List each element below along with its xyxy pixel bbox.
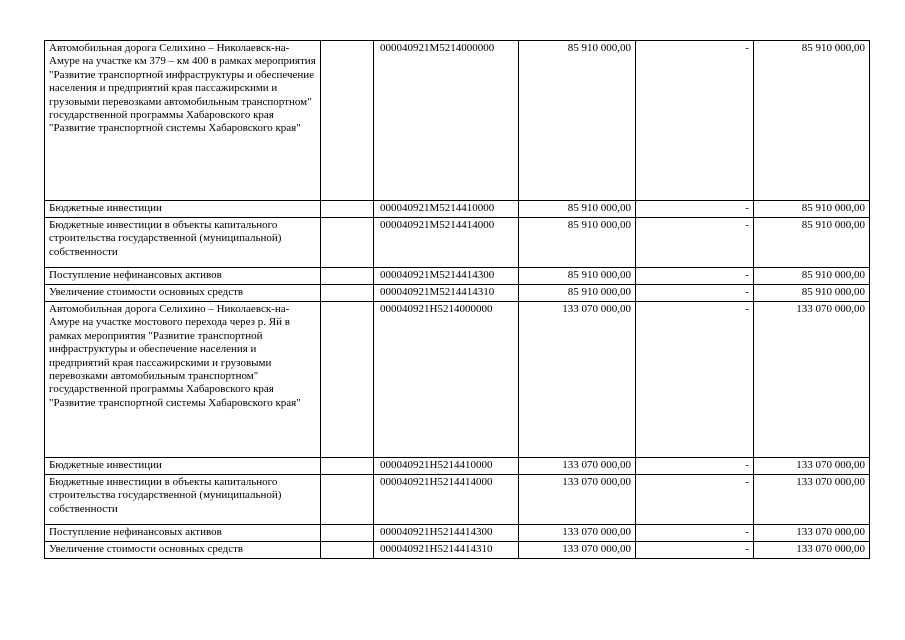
row-line-code bbox=[321, 218, 374, 268]
row-remaining: 133 070 000,00 bbox=[754, 525, 870, 542]
row-remaining: 85 910 000,00 bbox=[754, 285, 870, 302]
row-name: Поступление нефинансовых активов bbox=[45, 268, 321, 285]
row-executed: - bbox=[636, 302, 754, 458]
row-name: Поступление нефинансовых активов bbox=[45, 525, 321, 542]
row-line-code bbox=[321, 458, 374, 475]
row-remaining: 133 070 000,00 bbox=[754, 458, 870, 475]
row-plan: 85 910 000,00 bbox=[519, 285, 636, 302]
row-remaining: 85 910 000,00 bbox=[754, 218, 870, 268]
table-row bbox=[45, 458, 870, 475]
row-line-code bbox=[321, 41, 374, 201]
budget-report-sheet bbox=[44, 40, 870, 559]
row-name: Увеличение стоимости основных средств bbox=[45, 285, 321, 302]
row-budget-code: 000040921Н5214414310 bbox=[374, 542, 519, 559]
row-line-code bbox=[321, 268, 374, 285]
row-executed: - bbox=[636, 268, 754, 285]
row-executed: - bbox=[636, 525, 754, 542]
row-budget-code: 000040921М5214414310 bbox=[374, 285, 519, 302]
row-line-code bbox=[321, 302, 374, 458]
row-name: Бюджетные инвестиции bbox=[45, 201, 321, 218]
row-line-code bbox=[321, 475, 374, 525]
row-executed: - bbox=[636, 201, 754, 218]
budget-table bbox=[44, 40, 870, 559]
row-remaining: 85 910 000,00 bbox=[754, 41, 870, 201]
row-budget-code: 000040921Н5214000000 bbox=[374, 302, 519, 458]
row-executed: - bbox=[636, 475, 754, 525]
table-row bbox=[45, 302, 870, 458]
row-line-code bbox=[321, 285, 374, 302]
row-budget-code: 000040921Н5214414300 bbox=[374, 525, 519, 542]
row-budget-code: 000040921М5214414000 bbox=[374, 218, 519, 268]
row-remaining: 85 910 000,00 bbox=[754, 201, 870, 218]
row-remaining: 133 070 000,00 bbox=[754, 542, 870, 559]
row-plan: 133 070 000,00 bbox=[519, 525, 636, 542]
table-row bbox=[45, 475, 870, 525]
row-budget-code: 000040921М5214414300 bbox=[374, 268, 519, 285]
table-row bbox=[45, 525, 870, 542]
row-budget-code: 000040921Н5214414000 bbox=[374, 475, 519, 525]
row-name: Увеличение стоимости основных средств bbox=[45, 542, 321, 559]
row-line-code bbox=[321, 525, 374, 542]
table-row bbox=[45, 201, 870, 218]
row-executed: - bbox=[636, 41, 754, 201]
row-line-code bbox=[321, 542, 374, 559]
table-row bbox=[45, 41, 870, 201]
row-plan: 133 070 000,00 bbox=[519, 302, 636, 458]
row-plan: 133 070 000,00 bbox=[519, 542, 636, 559]
row-remaining: 133 070 000,00 bbox=[754, 475, 870, 525]
row-plan: 85 910 000,00 bbox=[519, 268, 636, 285]
row-executed: - bbox=[636, 218, 754, 268]
row-line-code bbox=[321, 201, 374, 218]
row-name: Автомобильная дорога Селихино – Николаевск-на-Амуре на участке мостового перехода через р. Яй в рамках мероприятия "Развитие транспортной инфраструктуры и обеспечение населения и предприятий края пассажирскими и грузовыми перевозками автомобильным транспортном" государственной программы Хабаровского края "Развитие транспортной системы Хабаровского края" bbox=[45, 302, 321, 458]
row-name: Автомобильная дорога Селихино – Николаевск-на-Амуре на участке км 379 – км 400 в рамках мероприятия "Развитие транспортной инфраструктуры и обеспечение населения и предприятий края пассажирскими и грузовыми перевозками автомобильным транспортном" государственной программы Хабаровского края "Развитие транспортной системы Хабаровского края" bbox=[45, 41, 321, 201]
table-row bbox=[45, 268, 870, 285]
row-executed: - bbox=[636, 458, 754, 475]
row-name: Бюджетные инвестиции bbox=[45, 458, 321, 475]
row-plan: 85 910 000,00 bbox=[519, 218, 636, 268]
row-name: Бюджетные инвестиции в объекты капитального строительства государственной (муниципальной) собственности bbox=[45, 475, 321, 525]
row-plan: 133 070 000,00 bbox=[519, 458, 636, 475]
row-executed: - bbox=[636, 285, 754, 302]
table-row bbox=[45, 218, 870, 268]
table-row bbox=[45, 285, 870, 302]
row-name: Бюджетные инвестиции в объекты капитального строительства государственной (муниципальной) собственности bbox=[45, 218, 321, 268]
row-plan: 85 910 000,00 bbox=[519, 41, 636, 201]
row-plan: 85 910 000,00 bbox=[519, 201, 636, 218]
row-executed: - bbox=[636, 542, 754, 559]
row-plan: 133 070 000,00 bbox=[519, 475, 636, 525]
row-remaining: 133 070 000,00 bbox=[754, 302, 870, 458]
row-budget-code: 000040921М5214000000 bbox=[374, 41, 519, 201]
row-budget-code: 000040921Н5214410000 bbox=[374, 458, 519, 475]
row-remaining: 85 910 000,00 bbox=[754, 268, 870, 285]
table-row bbox=[45, 542, 870, 559]
row-budget-code: 000040921М5214410000 bbox=[374, 201, 519, 218]
